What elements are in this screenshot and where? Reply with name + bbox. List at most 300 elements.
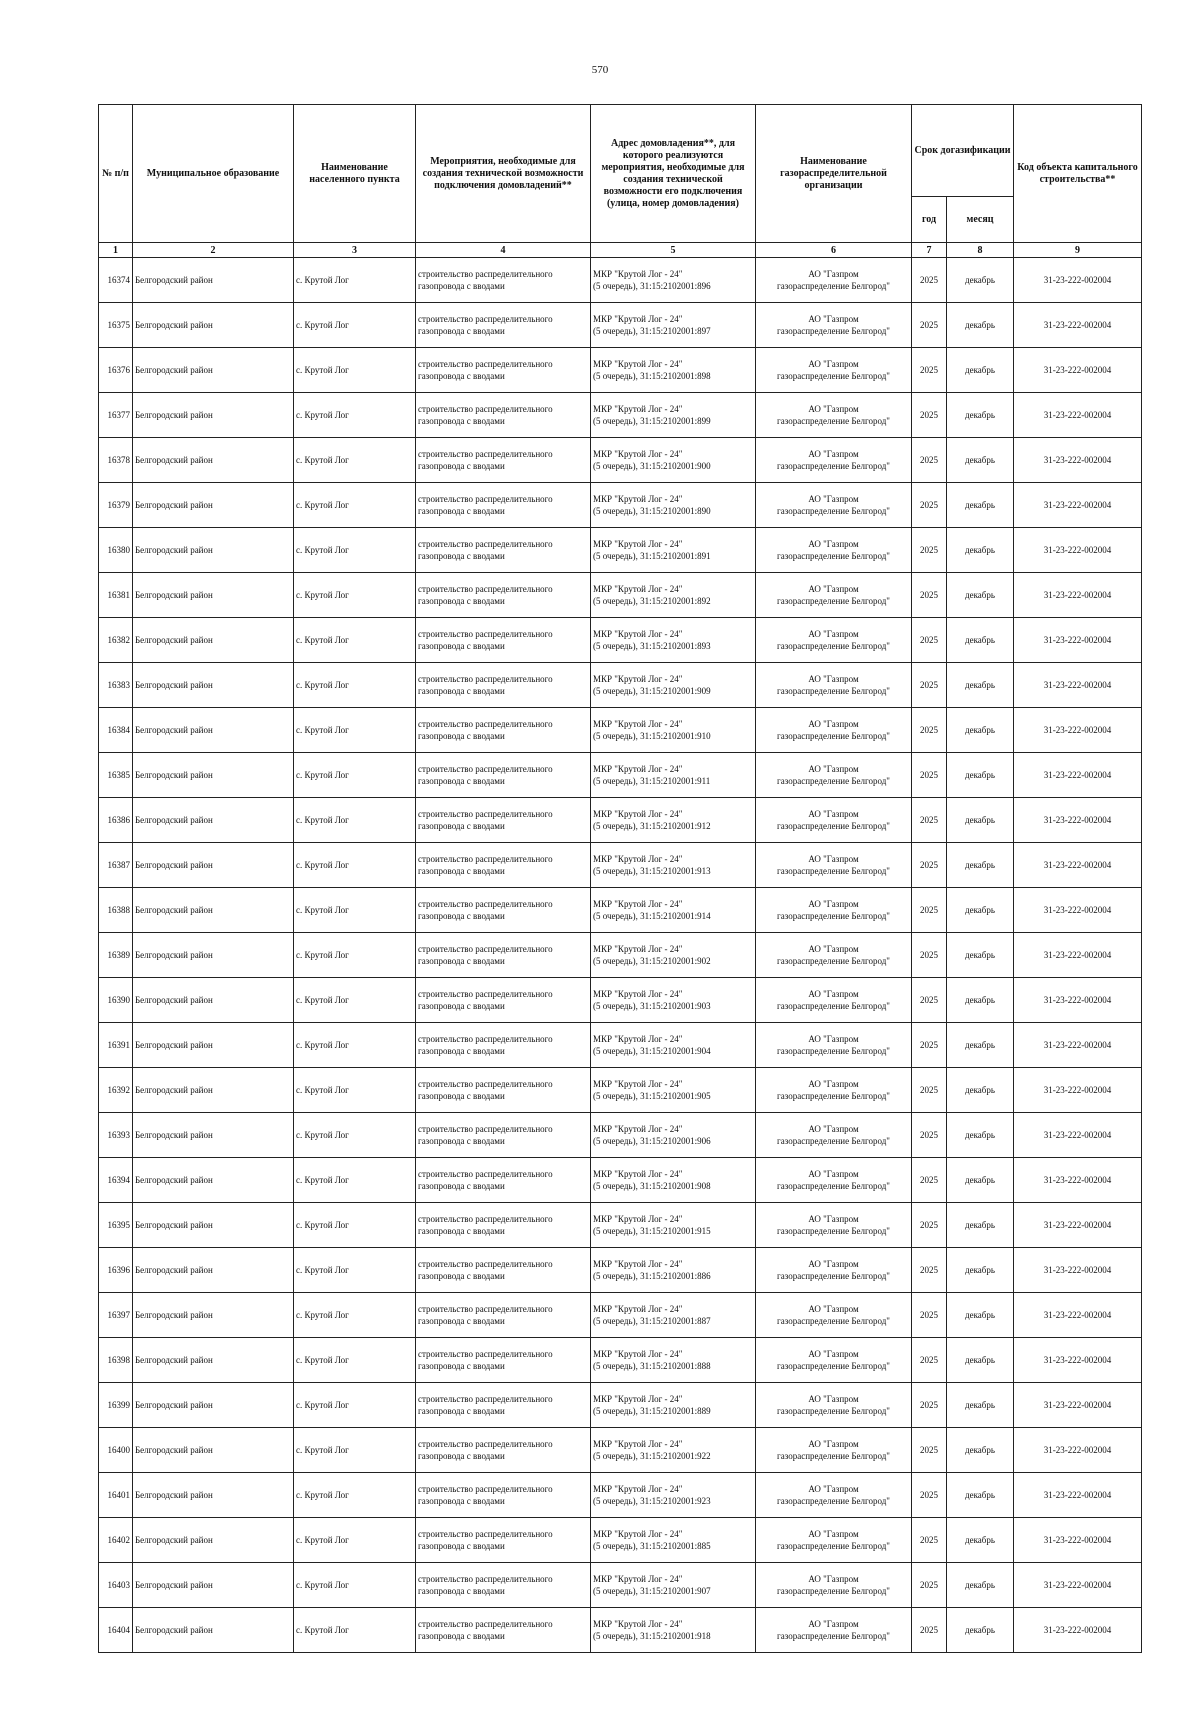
month-cell: декабрь (947, 1068, 1014, 1113)
row-number: 16379 (99, 483, 133, 528)
object-code-cell: 31-23-222-002004 (1014, 1248, 1142, 1293)
row-number: 16391 (99, 1023, 133, 1068)
organization-line-2: газораспределение Белгород" (777, 326, 890, 336)
organization-line-2: газораспределение Белгород" (777, 281, 890, 291)
works-cell: строительство распределительного газопровода с вводами (416, 978, 591, 1023)
row-number: 16396 (99, 1248, 133, 1293)
address-cell (591, 843, 756, 888)
year-cell: 2025 (912, 663, 947, 708)
works-cell: строительство распределительного газопровода с вводами (416, 438, 591, 483)
organization-line-2: газораспределение Белгород" (777, 1451, 890, 1461)
address-cell (591, 528, 756, 573)
settlement-cell: с. Крутой Лог (294, 888, 416, 933)
address-cell (591, 1068, 756, 1113)
year-cell: 2025 (912, 483, 947, 528)
address-cell (591, 1248, 756, 1293)
table-row (99, 1338, 1142, 1383)
address-line-2: (5 очередь), 31:15:2102001:886 (593, 1271, 711, 1281)
object-code-cell: 31-23-222-002004 (1014, 1293, 1142, 1338)
address-cell (591, 1608, 756, 1653)
organization-line-2: газораспределение Белгород" (777, 866, 890, 876)
address-cell (591, 438, 756, 483)
header-code: Код объекта капитального строительства** (1014, 105, 1142, 243)
organization-line-2: газораспределение Белгород" (777, 1586, 890, 1596)
works-cell: строительство распределительного газопровода с вводами (416, 798, 591, 843)
organization-line-2: газораспределение Белгород" (777, 1271, 890, 1281)
table-row (99, 888, 1142, 933)
works-cell: строительство распределительного газопровода с вводами (416, 1023, 591, 1068)
address-line-1: МКР "Крутой Лог - 24" (593, 1574, 683, 1584)
address-line-2: (5 очередь), 31:15:2102001:896 (593, 281, 711, 291)
municipality-cell: Белгородский район (133, 933, 294, 978)
address-line-1: МКР "Крутой Лог - 24" (593, 404, 683, 414)
organization-cell (756, 528, 912, 573)
row-number: 16381 (99, 573, 133, 618)
object-code-cell: 31-23-222-002004 (1014, 393, 1142, 438)
address-cell (591, 618, 756, 663)
address-line-1: МКР "Крутой Лог - 24" (593, 719, 683, 729)
address-cell (591, 888, 756, 933)
year-cell: 2025 (912, 798, 947, 843)
address-line-1: МКР "Крутой Лог - 24" (593, 1619, 683, 1629)
month-cell: декабрь (947, 483, 1014, 528)
municipality-cell: Белгородский район (133, 708, 294, 753)
address-line-1: МКР "Крутой Лог - 24" (593, 629, 683, 639)
object-code-cell: 31-23-222-002004 (1014, 1428, 1142, 1473)
year-cell: 2025 (912, 708, 947, 753)
works-cell: строительство распределительного газопровода с вводами (416, 1473, 591, 1518)
works-cell: строительство распределительного газопровода с вводами (416, 1608, 591, 1653)
object-code-cell: 31-23-222-002004 (1014, 528, 1142, 573)
organization-cell (756, 393, 912, 438)
month-cell: декабрь (947, 1158, 1014, 1203)
row-number: 16384 (99, 708, 133, 753)
object-code-cell: 31-23-222-002004 (1014, 1068, 1142, 1113)
municipality-cell: Белгородский район (133, 393, 294, 438)
address-line-2: (5 очередь), 31:15:2102001:903 (593, 1001, 711, 1011)
address-cell (591, 393, 756, 438)
address-cell (591, 348, 756, 393)
month-cell: декабрь (947, 348, 1014, 393)
row-number: 16385 (99, 753, 133, 798)
column-number: 1 (99, 243, 133, 258)
organization-line-2: газораспределение Белгород" (777, 461, 890, 471)
year-cell: 2025 (912, 1068, 947, 1113)
object-code-cell: 31-23-222-002004 (1014, 843, 1142, 888)
works-cell: строительство распределительного газопровода с вводами (416, 1563, 591, 1608)
organization-line-1: АО "Газпром (808, 359, 859, 369)
municipality-cell: Белгородский район (133, 843, 294, 888)
row-number: 16395 (99, 1203, 133, 1248)
organization-line-2: газораспределение Белгород" (777, 371, 890, 381)
municipality-cell: Белгородский район (133, 1068, 294, 1113)
object-code-cell: 31-23-222-002004 (1014, 1563, 1142, 1608)
header-address: Адрес домовладения**, для которого реализуются мероприятия, необходимые для создания технической возможности его подключения (улица, номер домовладения) (591, 105, 756, 243)
row-number: 16401 (99, 1473, 133, 1518)
settlement-cell: с. Крутой Лог (294, 708, 416, 753)
organization-line-2: газораспределение Белгород" (777, 1406, 890, 1416)
address-cell (591, 1203, 756, 1248)
organization-line-2: газораспределение Белгород" (777, 596, 890, 606)
year-cell: 2025 (912, 1293, 947, 1338)
organization-line-1: АО "Газпром (808, 719, 859, 729)
table-row (99, 1248, 1142, 1293)
year-cell: 2025 (912, 1608, 947, 1653)
address-line-1: МКР "Крутой Лог - 24" (593, 1169, 683, 1179)
works-cell: строительство распределительного газопровода с вводами (416, 348, 591, 393)
settlement-cell: с. Крутой Лог (294, 483, 416, 528)
works-cell: строительство распределительного газопровода с вводами (416, 303, 591, 348)
table-row (99, 1563, 1142, 1608)
month-cell: декабрь (947, 393, 1014, 438)
works-cell: строительство распределительного газопровода с вводами (416, 1338, 591, 1383)
settlement-cell: с. Крутой Лог (294, 303, 416, 348)
address-line-2: (5 очередь), 31:15:2102001:905 (593, 1091, 711, 1101)
address-line-2: (5 очередь), 31:15:2102001:914 (593, 911, 711, 921)
organization-cell (756, 1248, 912, 1293)
table-row (99, 1203, 1142, 1248)
address-line-2: (5 очередь), 31:15:2102001:909 (593, 686, 711, 696)
year-cell: 2025 (912, 1203, 947, 1248)
table-row (99, 1293, 1142, 1338)
object-code-cell: 31-23-222-002004 (1014, 798, 1142, 843)
organization-cell (756, 978, 912, 1023)
address-line-2: (5 очередь), 31:15:2102001:888 (593, 1361, 711, 1371)
organization-line-1: АО "Газпром (808, 1349, 859, 1359)
municipality-cell: Белгородский район (133, 303, 294, 348)
object-code-cell: 31-23-222-002004 (1014, 573, 1142, 618)
table-row (99, 1518, 1142, 1563)
organization-cell (756, 573, 912, 618)
address-cell (591, 1158, 756, 1203)
address-line-1: МКР "Крутой Лог - 24" (593, 1394, 683, 1404)
organization-line-1: АО "Газпром (808, 1529, 859, 1539)
address-line-2: (5 очередь), 31:15:2102001:893 (593, 641, 711, 651)
organization-cell (756, 1473, 912, 1518)
year-cell: 2025 (912, 618, 947, 663)
organization-line-2: газораспределение Белгород" (777, 641, 890, 651)
works-cell: строительство распределительного газопровода с вводами (416, 1383, 591, 1428)
row-number: 16378 (99, 438, 133, 483)
address-line-1: МКР "Крутой Лог - 24" (593, 1304, 683, 1314)
year-cell: 2025 (912, 1428, 947, 1473)
month-cell: декабрь (947, 1248, 1014, 1293)
month-cell: декабрь (947, 1203, 1014, 1248)
table-row (99, 1113, 1142, 1158)
column-number: 6 (756, 243, 912, 258)
address-line-2: (5 очередь), 31:15:2102001:918 (593, 1631, 711, 1641)
address-line-1: МКР "Крутой Лог - 24" (593, 1034, 683, 1044)
organization-cell (756, 1338, 912, 1383)
month-cell: декабрь (947, 1428, 1014, 1473)
table-row (99, 528, 1142, 573)
address-cell (591, 798, 756, 843)
object-code-cell: 31-23-222-002004 (1014, 888, 1142, 933)
year-cell: 2025 (912, 843, 947, 888)
municipality-cell: Белгородский район (133, 483, 294, 528)
address-cell (591, 258, 756, 303)
month-cell: декабрь (947, 1563, 1014, 1608)
month-cell: декабрь (947, 843, 1014, 888)
organization-line-1: АО "Газпром (808, 584, 859, 594)
row-number: 16387 (99, 843, 133, 888)
address-line-1: МКР "Крутой Лог - 24" (593, 1079, 683, 1089)
address-line-1: МКР "Крутой Лог - 24" (593, 1259, 683, 1269)
settlement-cell: с. Крутой Лог (294, 1383, 416, 1428)
row-number: 16380 (99, 528, 133, 573)
year-cell: 2025 (912, 348, 947, 393)
address-cell (591, 483, 756, 528)
address-line-2: (5 очередь), 31:15:2102001:922 (593, 1451, 711, 1461)
address-line-1: МКР "Крутой Лог - 24" (593, 1214, 683, 1224)
organization-line-2: газораспределение Белгород" (777, 1001, 890, 1011)
column-number: 3 (294, 243, 416, 258)
organization-line-1: АО "Газпром (808, 1034, 859, 1044)
header-settlement: Наименование населенного пункта (294, 105, 416, 243)
address-cell (591, 1563, 756, 1608)
organization-line-2: газораспределение Белгород" (777, 956, 890, 966)
organization-line-1: АО "Газпром (808, 1484, 859, 1494)
object-code-cell: 31-23-222-002004 (1014, 1158, 1142, 1203)
municipality-cell: Белгородский район (133, 753, 294, 798)
object-code-cell: 31-23-222-002004 (1014, 1518, 1142, 1563)
settlement-cell: с. Крутой Лог (294, 1113, 416, 1158)
table-row (99, 798, 1142, 843)
organization-cell (756, 303, 912, 348)
organization-cell (756, 1023, 912, 1068)
month-cell: декабрь (947, 798, 1014, 843)
table-row (99, 1023, 1142, 1068)
settlement-cell: с. Крутой Лог (294, 978, 416, 1023)
settlement-cell: с. Крутой Лог (294, 1068, 416, 1113)
municipality-cell: Белгородский район (133, 1158, 294, 1203)
organization-line-2: газораспределение Белгород" (777, 1136, 890, 1146)
object-code-cell: 31-23-222-002004 (1014, 1113, 1142, 1158)
municipality-cell: Белгородский район (133, 1023, 294, 1068)
header-row (99, 105, 1142, 197)
address-line-1: МКР "Крутой Лог - 24" (593, 314, 683, 324)
month-cell: декабрь (947, 1518, 1014, 1563)
organization-line-1: АО "Газпром (808, 1574, 859, 1584)
header-month: месяц (947, 197, 1014, 243)
organization-line-1: АО "Газпром (808, 944, 859, 954)
settlement-cell: с. Крутой Лог (294, 1158, 416, 1203)
works-cell: строительство распределительного газопровода с вводами (416, 1293, 591, 1338)
year-cell: 2025 (912, 393, 947, 438)
table-row (99, 1473, 1142, 1518)
row-number: 16386 (99, 798, 133, 843)
object-code-cell: 31-23-222-002004 (1014, 1608, 1142, 1653)
works-cell: строительство распределительного газопровода с вводами (416, 1248, 591, 1293)
organization-cell (756, 1068, 912, 1113)
row-number: 16403 (99, 1563, 133, 1608)
column-number: 9 (1014, 243, 1142, 258)
works-cell: строительство распределительного газопровода с вводами (416, 1068, 591, 1113)
organization-cell (756, 1608, 912, 1653)
organization-cell (756, 1518, 912, 1563)
organization-cell (756, 753, 912, 798)
settlement-cell: с. Крутой Лог (294, 348, 416, 393)
address-line-2: (5 очередь), 31:15:2102001:910 (593, 731, 711, 741)
address-line-2: (5 очередь), 31:15:2102001:891 (593, 551, 711, 561)
address-line-2: (5 очередь), 31:15:2102001:911 (593, 776, 711, 786)
organization-line-1: АО "Газпром (808, 1439, 859, 1449)
organization-cell (756, 888, 912, 933)
organization-line-1: АО "Газпром (808, 269, 859, 279)
municipality-cell: Белгородский район (133, 1248, 294, 1293)
organization-line-2: газораспределение Белгород" (777, 551, 890, 561)
month-cell: декабрь (947, 618, 1014, 663)
organization-line-2: газораспределение Белгород" (777, 1361, 890, 1371)
object-code-cell: 31-23-222-002004 (1014, 483, 1142, 528)
row-number: 16377 (99, 393, 133, 438)
address-cell (591, 708, 756, 753)
address-cell (591, 933, 756, 978)
settlement-cell: с. Крутой Лог (294, 258, 416, 303)
table-row (99, 1068, 1142, 1113)
address-line-2: (5 очередь), 31:15:2102001:900 (593, 461, 711, 471)
table-row (99, 753, 1142, 798)
settlement-cell: с. Крутой Лог (294, 798, 416, 843)
month-cell: декабрь (947, 1473, 1014, 1518)
organization-line-1: АО "Газпром (808, 674, 859, 684)
row-number: 16382 (99, 618, 133, 663)
month-cell: декабрь (947, 1383, 1014, 1428)
table-row (99, 303, 1142, 348)
municipality-cell: Белгородский район (133, 1203, 294, 1248)
month-cell: декабрь (947, 1113, 1014, 1158)
organization-cell (756, 618, 912, 663)
municipality-cell: Белгородский район (133, 978, 294, 1023)
organization-line-1: АО "Газпром (808, 989, 859, 999)
organization-line-2: газораспределение Белгород" (777, 1631, 890, 1641)
municipality-cell: Белгородский район (133, 258, 294, 303)
header-term: Срок догазификации (912, 105, 1014, 197)
year-cell: 2025 (912, 303, 947, 348)
address-line-1: МКР "Крутой Лог - 24" (593, 899, 683, 909)
year-cell: 2025 (912, 438, 947, 483)
table-row (99, 483, 1142, 528)
address-line-2: (5 очередь), 31:15:2102001:908 (593, 1181, 711, 1191)
settlement-cell: с. Крутой Лог (294, 1293, 416, 1338)
organization-line-1: АО "Газпром (808, 1079, 859, 1089)
object-code-cell: 31-23-222-002004 (1014, 303, 1142, 348)
address-line-1: МКР "Крутой Лог - 24" (593, 269, 683, 279)
settlement-cell: с. Крутой Лог (294, 1608, 416, 1653)
settlement-cell: с. Крутой Лог (294, 933, 416, 978)
header-organization: Наименование газораспределительной организации (756, 105, 912, 243)
organization-line-1: АО "Газпром (808, 899, 859, 909)
month-cell: декабрь (947, 1023, 1014, 1068)
column-number: 8 (947, 243, 1014, 258)
table-row (99, 933, 1142, 978)
organization-line-1: АО "Газпром (808, 629, 859, 639)
organization-cell (756, 1428, 912, 1473)
row-number: 16393 (99, 1113, 133, 1158)
month-cell: декабрь (947, 528, 1014, 573)
month-cell: декабрь (947, 303, 1014, 348)
works-cell: строительство распределительного газопровода с вводами (416, 528, 591, 573)
address-line-2: (5 очередь), 31:15:2102001:890 (593, 506, 711, 516)
settlement-cell: с. Крутой Лог (294, 753, 416, 798)
works-cell: строительство распределительного газопровода с вводами (416, 618, 591, 663)
object-code-cell: 31-23-222-002004 (1014, 978, 1142, 1023)
settlement-cell: с. Крутой Лог (294, 1563, 416, 1608)
municipality-cell: Белгородский район (133, 528, 294, 573)
table-row (99, 393, 1142, 438)
organization-cell (756, 1563, 912, 1608)
municipality-cell: Белгородский район (133, 1383, 294, 1428)
address-line-2: (5 очередь), 31:15:2102001:892 (593, 596, 711, 606)
organization-cell (756, 708, 912, 753)
organization-cell (756, 348, 912, 393)
table-row (99, 663, 1142, 708)
column-number: 2 (133, 243, 294, 258)
address-line-1: МКР "Крутой Лог - 24" (593, 1439, 683, 1449)
month-cell: декабрь (947, 753, 1014, 798)
works-cell: строительство распределительного газопровода с вводами (416, 1428, 591, 1473)
month-cell: декабрь (947, 888, 1014, 933)
object-code-cell: 31-23-222-002004 (1014, 663, 1142, 708)
table-row (99, 618, 1142, 663)
address-line-1: МКР "Крутой Лог - 24" (593, 854, 683, 864)
column-number: 7 (912, 243, 947, 258)
organization-line-2: газораспределение Белгород" (777, 1046, 890, 1056)
page-number: 570 (591, 64, 609, 76)
organization-line-2: газораспределение Белгород" (777, 1541, 890, 1551)
organization-line-1: АО "Газпром (808, 1394, 859, 1404)
organization-line-1: АО "Газпром (808, 404, 859, 414)
address-line-1: МКР "Крутой Лог - 24" (593, 674, 683, 684)
column-number: 4 (416, 243, 591, 258)
month-cell: декабрь (947, 1338, 1014, 1383)
organization-line-2: газораспределение Белгород" (777, 1226, 890, 1236)
works-cell: строительство распределительного газопровода с вводами (416, 663, 591, 708)
month-cell: декабрь (947, 1608, 1014, 1653)
address-line-2: (5 очередь), 31:15:2102001:915 (593, 1226, 711, 1236)
works-cell: строительство распределительного газопровода с вводами (416, 393, 591, 438)
organization-line-2: газораспределение Белгород" (777, 911, 890, 921)
row-number: 16376 (99, 348, 133, 393)
year-cell: 2025 (912, 1383, 947, 1428)
row-number: 16394 (99, 1158, 133, 1203)
organization-cell (756, 483, 912, 528)
row-number: 16398 (99, 1338, 133, 1383)
address-cell (591, 1113, 756, 1158)
address-line-2: (5 очередь), 31:15:2102001:897 (593, 326, 711, 336)
month-cell: декабрь (947, 933, 1014, 978)
address-line-2: (5 очередь), 31:15:2102001:885 (593, 1541, 711, 1551)
year-cell: 2025 (912, 753, 947, 798)
table-row (99, 1383, 1142, 1428)
organization-line-1: АО "Газпром (808, 539, 859, 549)
row-number: 16400 (99, 1428, 133, 1473)
object-code-cell: 31-23-222-002004 (1014, 618, 1142, 663)
settlement-cell: с. Крутой Лог (294, 1428, 416, 1473)
table-row (99, 1608, 1142, 1653)
organization-line-1: АО "Газпром (808, 1619, 859, 1629)
works-cell: строительство распределительного газопровода с вводами (416, 1203, 591, 1248)
year-cell: 2025 (912, 1023, 947, 1068)
object-code-cell: 31-23-222-002004 (1014, 1383, 1142, 1428)
object-code-cell: 31-23-222-002004 (1014, 258, 1142, 303)
settlement-cell: с. Крутой Лог (294, 1248, 416, 1293)
organization-line-1: АО "Газпром (808, 1214, 859, 1224)
address-line-2: (5 очередь), 31:15:2102001:907 (593, 1586, 711, 1596)
table-row (99, 438, 1142, 483)
table-row (99, 258, 1142, 303)
organization-line-1: АО "Газпром (808, 809, 859, 819)
